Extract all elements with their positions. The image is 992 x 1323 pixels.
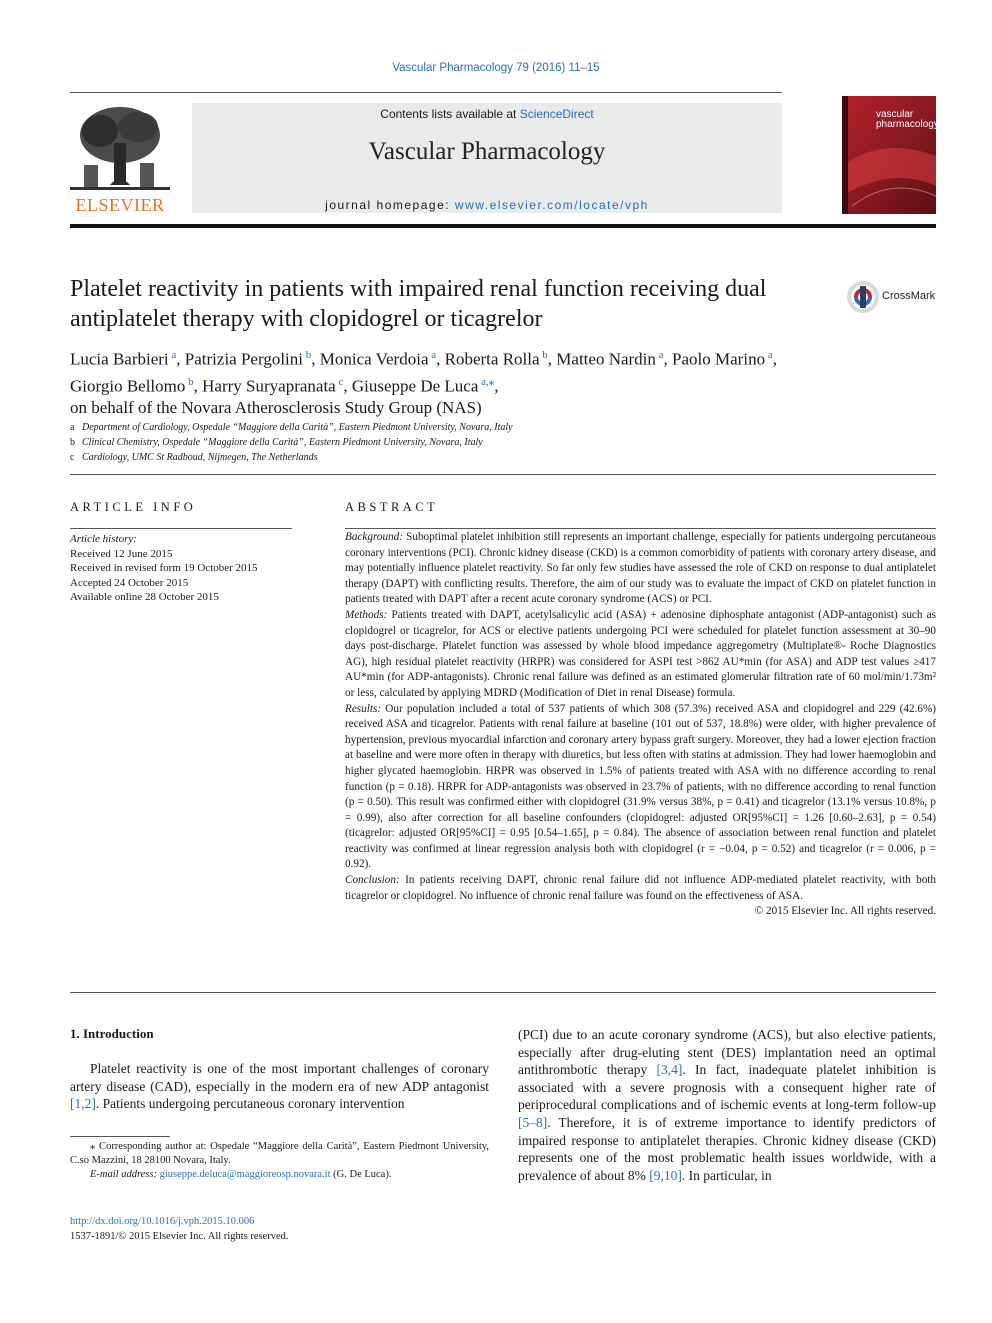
authors-line-2: Giorgio Bellomo $^b$, Harry Suryapranata $^c$, Giuseppe De Luca $^{a,⁎}$, — [70, 375, 499, 396]
journal-title: Vascular Pharmacology — [368, 138, 606, 165]
paragraph-text: . In particular, in — [681, 1167, 772, 1183]
journal-citation[interactable]: Vascular Pharmacology 79 (2016) 11–15 — [392, 62, 600, 74]
author-affiliation-marker[interactable]: a — [168, 349, 177, 361]
citation-link[interactable]: [9,10] — [649, 1167, 682, 1183]
affiliation-text: Cardiology, UMC St Radboud, Nijmegen, The Netherlands — [82, 452, 318, 463]
methods-text: Patients treated with DAPT, acetylsalicylic acid (ASA) + adenosine diphosphate antagonist (ADP-antagonist) such as clopidogrel or ticagrelor, for ACS or elective patients undergoing PCI were scheduled for platelet function assessment at 30–90 days post-discharge. Platelet function was assessed by whole blood impedance aggregometry (Multiplate®- Roche Diagnostics AG), high residual platelet reactivity (HRPR) was considered for ASPI test >862 AU*min (for ASA) and ADP test values ≥417 AU*min (for ADP-antagonists). Chronic renal failure was defined as an estimated glomerular filtration rate of 60 mol/min/1.73m² or less, calculated by applying MDRD (Modification of Diet in renal Disease) formula. — [345, 608, 937, 699]
author-name[interactable]: Patrizia Pergolini — [184, 349, 303, 369]
issn-copyright: 1537-1891/© 2015 Elsevier Inc. All rights reserved. — [70, 1230, 289, 1242]
divider — [70, 992, 936, 993]
divider — [70, 528, 292, 529]
homepage-link[interactable]: www.elsevier.com/locate/vph — [454, 198, 649, 212]
authors-line-1: Lucia Barbieri $^a$, Patrizia Pergolini $^b$, Monica Verdoia $^a$, Roberta Rolla $^b$, Matteo Nardin $^a$, Paolo Marino $^a$, — [70, 349, 777, 369]
affiliation-item — [70, 450, 936, 465]
email-suffix: (G. De Luca). — [330, 1169, 392, 1180]
section-heading: 1. Introduction — [70, 1026, 154, 1041]
paragraph-text: . Patients undergoing percutaneous coronary intervention — [95, 1096, 405, 1112]
homepage-prefix: journal homepage: — [325, 198, 455, 212]
results-text: Our population included a total of 537 patients of which 308 (57.3%) received ASA and clopidogrel and 229 (42.6%) received ASA and ticagrelor. Patients with renal failure at baseline (101 out of 537, 18.8%) were older, with higher prevalence of hypertension, previous myocardial infarction and coronary artery bypass graft surgery. Moreover, they had a lower ejection fraction at baseline and were more often in therapy with diuretics, but less often with statins at admission. They had lower haemoglobin and higher glycated haemoglobin. HRPR was observed in 1.5% of patients treated with ASA with no difference according to renal function (p = 0.18). HRPR for ADP-antagonists was observed in 23.7% of patients, with no difference according to renal function (p = 0.50). This result was confirmed either with clopidogrel (31.9% versus 38%, p = 0.41) and ticagrelor (13.1% versus 10.8%, p = 0.99), also after correction for all baseline confounders (clopidogrel: adjusted OR[95%CI] = 1.26 [0.60–2.63], p = 0.54) (ticagrelor: adjusted OR[95%CI] = 0.95 [0.54–1.65], p = 0.84). The absence of association between renal function and platelet reactivity was confirmed at linear regression analysis both with clopidogrel (r = −0.04, p = 0.52) and ticagrelor (r = 0.006, p = 0.92). — [345, 702, 937, 871]
author-name[interactable]: Matteo Nardin — [556, 349, 656, 369]
citation-link[interactable]: [3,4] — [656, 1062, 683, 1078]
doi-block — [70, 1215, 289, 1244]
conclusion-label: Conclusion: — [345, 874, 400, 887]
elsevier-logo — [70, 103, 170, 215]
paragraph-text: . Therefore, it is of extreme importance to identify predictors of impaired response to antiplatelet therapies. Chronic kidney disease (CKD) represents one of the most problematic health issues worldwide, with a prevalence of about 8% — [518, 1114, 936, 1183]
background-text: Suboptimal platelet inhibition still represents an important challenge, especially for patients undergoing percutaneous coronary interventions (PCI). Chronic kidney disease (CKD) is a common comorbidity of patients with coronary artery disease, and may potentially influence platelet reactivity. So far only few studies have assessed the role of CKD on response to dual antiplatelet therapy (DAPT) with conflicting results. Therefore, the aim of our study was to evaluate the impact of CKD on platelet function in patients treated with DAPT after a recent acute coronary syndrome (ACS) or PCI. — [345, 531, 937, 606]
body-column-right — [518, 1026, 936, 1184]
accepted-date: Accepted 24 October 2015 — [70, 576, 189, 589]
affiliation-item — [70, 435, 936, 450]
abstract-results — [345, 702, 936, 874]
crossmark-icon — [846, 280, 880, 314]
article-title: Platelet reactivity in patients with impaired renal function receiving dual antiplatelet therapy with clopidogrel or ticagrelor — [70, 276, 767, 332]
author-affiliation-marker[interactable]: b — [539, 349, 548, 361]
crossmark-button[interactable] — [846, 280, 938, 316]
affiliation-label: c — [70, 452, 75, 463]
footnote-divider — [70, 1136, 170, 1137]
paragraph-text: (PCI) due to an acute coronary syndrome (ACS), but also elective patients, especially after drug-eluting stent (DES) implantation need an optimal antithrombotic therapy — [518, 1027, 936, 1078]
sciencedirect-link[interactable]: ScienceDirect — [519, 107, 594, 121]
divider — [345, 528, 936, 529]
email-link[interactable]: giuseppe.deluca@maggioreosp.novara.it — [159, 1169, 331, 1180]
author-name[interactable]: Roberta Rolla — [444, 349, 540, 369]
affiliation-label: b — [70, 437, 75, 448]
author-affiliation-marker[interactable]: c — [335, 375, 344, 388]
citation-link[interactable]: [1,2] — [70, 1096, 96, 1112]
email-note — [70, 1168, 489, 1182]
corresponding-author-note: ⁎ Corresponding author at: Ospedale “Maggiore della Carità”, Eastern Piedmont University, C.so Mazzini, 18 28100 Novara, Italy. — [70, 1141, 489, 1166]
article-info-heading: ARTICLE INFO — [70, 500, 197, 514]
contents-prefix: Contents lists available at — [380, 107, 520, 121]
author-name[interactable]: Giorgio Bellomo — [70, 376, 186, 396]
revised-date: Received in revised form 19 October 2015 — [70, 562, 258, 574]
affiliation-text: Clinical Chemistry, Ospedale “Maggiore della Carità”, Eastern Piedmont University, Novara, Italy — [82, 437, 483, 448]
author-affiliation-marker[interactable]: b — [303, 349, 312, 361]
methods-label: Methods: — [345, 608, 388, 621]
author-name[interactable]: Paolo Marino — [672, 349, 766, 369]
body-column-left — [70, 1060, 489, 1113]
author-name[interactable]: Monica Verdoia — [319, 349, 429, 369]
received-date: Received 12 June 2015 — [70, 547, 173, 560]
abstract-body — [345, 530, 936, 920]
author-affiliation-marker[interactable]: a — [765, 349, 773, 361]
footnotes — [70, 1140, 489, 1182]
results-label: Results: — [345, 702, 382, 715]
online-date: Available online 28 October 2015 — [70, 591, 219, 603]
journal-cover-image[interactable] — [842, 96, 939, 214]
affiliations — [70, 420, 936, 465]
conclusion-text: In patients receiving DAPT, chronic renal failure did not influence ADP-mediated platelet reactivity, with both ticagrelor or clopidogrel. No influence of chronic renal failure was found on the effectiveness of ASA. — [345, 874, 936, 902]
crossmark-label: CrossMark — [882, 290, 936, 302]
abstract-conclusion — [345, 873, 936, 904]
abstract-heading: ABSTRACT — [345, 500, 439, 514]
header-thick-rule — [70, 224, 936, 228]
author-affiliation-marker[interactable]: b — [185, 375, 194, 388]
article-history — [70, 532, 300, 605]
background-label: Background: — [345, 531, 403, 543]
copyright: © 2015 Elsevier Inc. All rights reserved. — [754, 905, 936, 918]
author-group: on behalf of the Novara Atherosclerosis Study Group (NAS) — [70, 398, 482, 418]
author-list — [70, 344, 936, 419]
author-name[interactable]: Lucia Barbieri — [70, 349, 169, 369]
email-label: E-mail address: — [90, 1169, 160, 1180]
author-affiliation-marker[interactable]: a — [428, 349, 437, 361]
header-divider — [70, 92, 782, 93]
abstract-background — [345, 530, 936, 608]
paragraph-text: . In fact, inadequate platelet inhibition is associated with a severe prognosis with a consequent higher rate of periprocedural complications and of ischemic events at long-term follow-up — [518, 1062, 937, 1113]
author-affiliation-marker[interactable]: a — [655, 349, 664, 361]
paragraph-text: Platelet reactivity is one of the most important challenges of coronary artery disease (CAD), especially in the modern era of new ADP antagonist — [70, 1061, 489, 1094]
elsevier-wordmark: ELSEVIER — [75, 195, 165, 215]
doi-link[interactable]: http://dx.doi.org/10.1016/j.vph.2015.10.006 — [70, 1216, 255, 1227]
abstract-methods — [345, 608, 936, 702]
history-label: Article history: — [70, 533, 137, 545]
divider — [70, 474, 936, 475]
affiliation-label: a — [70, 422, 75, 433]
contents-line — [192, 107, 782, 121]
author-name[interactable]: Harry Suryapranata — [202, 376, 336, 396]
affiliation-text: Department of Cardiology, Ospedale “Maggiore della Carità”, Eastern Piedmont University, Novara, Italy — [82, 422, 513, 433]
affiliation-item — [70, 420, 936, 435]
author-name[interactable]: Giuseppe De Luca — [351, 376, 479, 396]
homepage-line — [192, 198, 782, 212]
citation-link[interactable]: [5–8] — [518, 1114, 548, 1130]
cover-title: vascular pharmacology — [876, 109, 939, 130]
author-affiliation-marker[interactable]: a,⁎ — [478, 375, 495, 388]
